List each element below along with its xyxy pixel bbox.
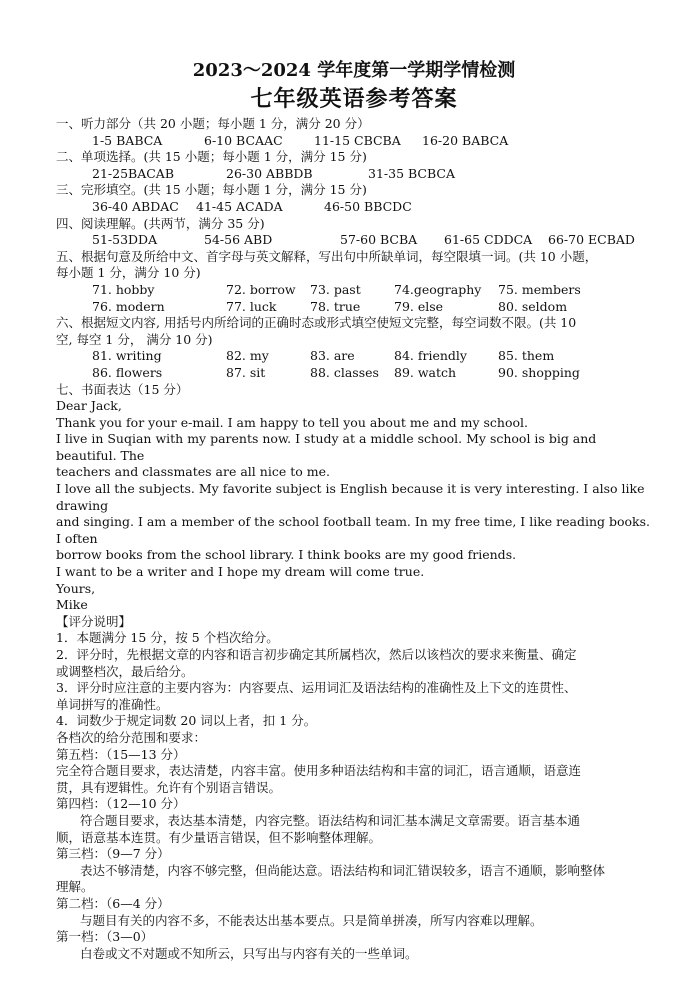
- answer-group: 36-40 ABDAC: [92, 198, 179, 214]
- scoring-rule: 3．评分时应注意的主要内容为：内容要点、运用词汇及语法结构的准确性及上下文的连贯性、: [56, 680, 577, 696]
- section-passage-fill-row: [56, 365, 652, 382]
- section-single-choice-answers: [56, 166, 652, 183]
- grade-three-desc-cont: 理解。: [56, 879, 94, 895]
- section-word-fill-heading: 五、根据句意及所给中文、首字母与英文解释，写出句中所缺单词，每空限填一词。(共 10 小题，: [56, 248, 598, 264]
- answer-item: 90. shopping: [498, 364, 580, 380]
- answer-group: 57-60 BCBA: [340, 232, 418, 248]
- section-word-fill-row: [56, 299, 652, 316]
- letter-line: I want to be a writer and I hope my dream will come true.: [56, 564, 425, 580]
- answer-group: 31-35 BCBCA: [368, 165, 455, 181]
- letter-line: borrow books from the school library. I think books are my good friends.: [56, 547, 517, 563]
- answer-item: 86. flowers: [92, 364, 163, 380]
- answer-item: 82. my: [226, 348, 269, 364]
- letter-signature: Mike: [56, 597, 88, 613]
- answer-group: 66-70 ECBAD: [548, 232, 635, 248]
- answer-group: 16-20 BABCA: [422, 132, 509, 148]
- answer-key-title: 七年级英语参考答案: [250, 86, 458, 112]
- answer-item: 77. luck: [226, 298, 277, 314]
- answer-group: 54-56 ABD: [204, 232, 273, 248]
- answer-item: 89. watch: [394, 364, 457, 380]
- section-reading-heading: 四、阅读理解。(共两节，满分 35 分): [56, 215, 265, 231]
- grade-three-desc: 表达不够清楚，内容不够完整，但尚能达意。语法结构和词汇错误较多，语言不通顺，影响整体: [80, 862, 606, 878]
- answer-item: 88. classes: [310, 364, 379, 380]
- section-cloze-answers: [56, 199, 652, 216]
- section-word-fill-heading-cont: 每小题 1 分，满分 10 分): [56, 265, 201, 281]
- answer-group: 11-15 CBCBA: [314, 132, 401, 148]
- scoring-rule: 2．评分时，先根据文章的内容和语言初步确定其所属档次，然后以该档次的要求来衡量、确定: [56, 647, 577, 662]
- scoring-rule: 1．本题满分 15 分，按 5 个档次给分。: [56, 630, 279, 646]
- grade-two-desc: 与题目有关的内容不多，不能表达出基本要点。只是简单拼凑，所写内容难以理解。: [80, 912, 543, 928]
- grade-five-title: 第五档：（15—13 分）: [56, 746, 186, 762]
- answer-group: 1-5 BABCA: [92, 132, 163, 148]
- grade-four-desc: 符合题目要求，表达基本清楚，内容完整。语法结构和词汇基本满足文章需要。语言基本通: [80, 812, 581, 828]
- letter-line: and singing. I am a member of the school football team. In my free time, I like reading books. I often: [56, 514, 651, 546]
- answer-item: 73. past: [310, 281, 361, 297]
- letter-line: Thank you for your e-mail. I am happy to tell you about me and my school.: [56, 414, 528, 430]
- scoring-rule-cont: 单词拼写的准确性。: [56, 696, 169, 712]
- answer-item: 80. seldom: [498, 298, 568, 314]
- answer-group: 51-53DDA: [92, 232, 158, 248]
- section-single-choice-heading: 二、单项选择。(共 15 小题；每小题 1 分，满分 15 分): [56, 149, 367, 165]
- answer-item: 83. are: [310, 348, 355, 364]
- section-passage-fill-heading: 六、根据短文内容, 用括号内所给词的正确时态或形式填空使短文完整，每空词数不限。(共 10: [56, 315, 577, 331]
- grade-three-title: 第三档：（9—7 分）: [56, 846, 170, 862]
- answer-item: 87. sit: [226, 364, 266, 380]
- answer-item: 81. writing: [92, 348, 162, 364]
- answer-group: 46-50 BBCDC: [324, 198, 412, 214]
- answer-item: 72. borrow: [226, 281, 296, 297]
- letter-line: teachers and classmates are all nice to me.: [56, 464, 330, 480]
- letter-greeting: Dear Jack,: [56, 398, 122, 414]
- answer-group: 6-10 BCAAC: [204, 132, 283, 148]
- exam-title: 2023～2024 学年度第一学期学情检测: [192, 60, 516, 81]
- letter-line: I live in Suqian with my parents now. I study at a middle school. My school is big and beautiful. The: [56, 431, 597, 463]
- section-passage-fill-heading-cont: 空, 每空 1 分， 满分 10 分): [56, 331, 213, 347]
- section-listening-heading: 一、听力部分（共 20 小题；每小题 1 分，满分 20 分）: [56, 116, 370, 131]
- section-passage-fill-row: [56, 348, 652, 365]
- grade-four-desc-cont: 顺，语意基本连贯。有少量语言错误，但不影响整体理解。: [56, 829, 382, 845]
- answer-group: 26-30 ABBDB: [226, 165, 313, 181]
- sample-letter: [56, 398, 652, 614]
- answer-item: 84. friendly: [394, 348, 467, 364]
- grade-one-title: 第一档：（3—0）: [56, 929, 154, 945]
- answer-item: 71. hobby: [92, 281, 155, 297]
- section-writing-heading: 七、书面表达（15 分）: [56, 381, 189, 397]
- grade-one-desc: 白卷或文不对题或不知所云，只写出与内容有关的一些单词。: [80, 945, 418, 961]
- answer-group: 21-25BACAB: [92, 165, 175, 181]
- scoring-rule: 4．词数少于规定词数 20 词以上者，扣 1 分。: [56, 713, 317, 729]
- answer-group: 41-45 ACADA: [196, 198, 283, 214]
- answer-group: 61-65 CDDCA: [444, 232, 533, 248]
- grade-four-title: 第四档：（12—10 分）: [56, 796, 186, 812]
- answer-item: 74.geography: [394, 281, 482, 297]
- scoring-rule-cont: 或调整档次，最后给分。: [56, 663, 194, 679]
- answer-item: 79. else: [394, 298, 444, 314]
- grade-two-title: 第二档：（6—4 分）: [56, 895, 170, 911]
- scoring-title: 【评分说明】: [56, 613, 132, 629]
- answer-item: 76. modern: [92, 298, 165, 314]
- section-reading-answers: [56, 232, 652, 249]
- answer-item: 85. them: [498, 348, 555, 364]
- letter-closing: Yours,: [56, 580, 96, 596]
- section-listening-answers: [56, 133, 652, 150]
- letter-line: I love all the subjects. My favorite subject is English because it is very interesting. I also like drawing: [56, 481, 645, 513]
- section-word-fill-row: [56, 282, 652, 299]
- scoring-levels-intro: 各档次的给分范围和要求：: [56, 729, 207, 745]
- section-cloze-heading: 三、完形填空。(共 15 小题；每小题 1 分，满分 15 分): [56, 182, 367, 198]
- answer-item: 78. true: [310, 298, 361, 314]
- answer-item: 75. members: [498, 281, 581, 297]
- grade-five-desc-cont: 贯，具有逻辑性。允许有个别语言错误。: [56, 779, 282, 795]
- grade-five-desc: 完全符合题目要求，表达清楚，内容丰富。使用多种语法结构和丰富的词汇，语言通顺，语意连: [56, 763, 582, 779]
